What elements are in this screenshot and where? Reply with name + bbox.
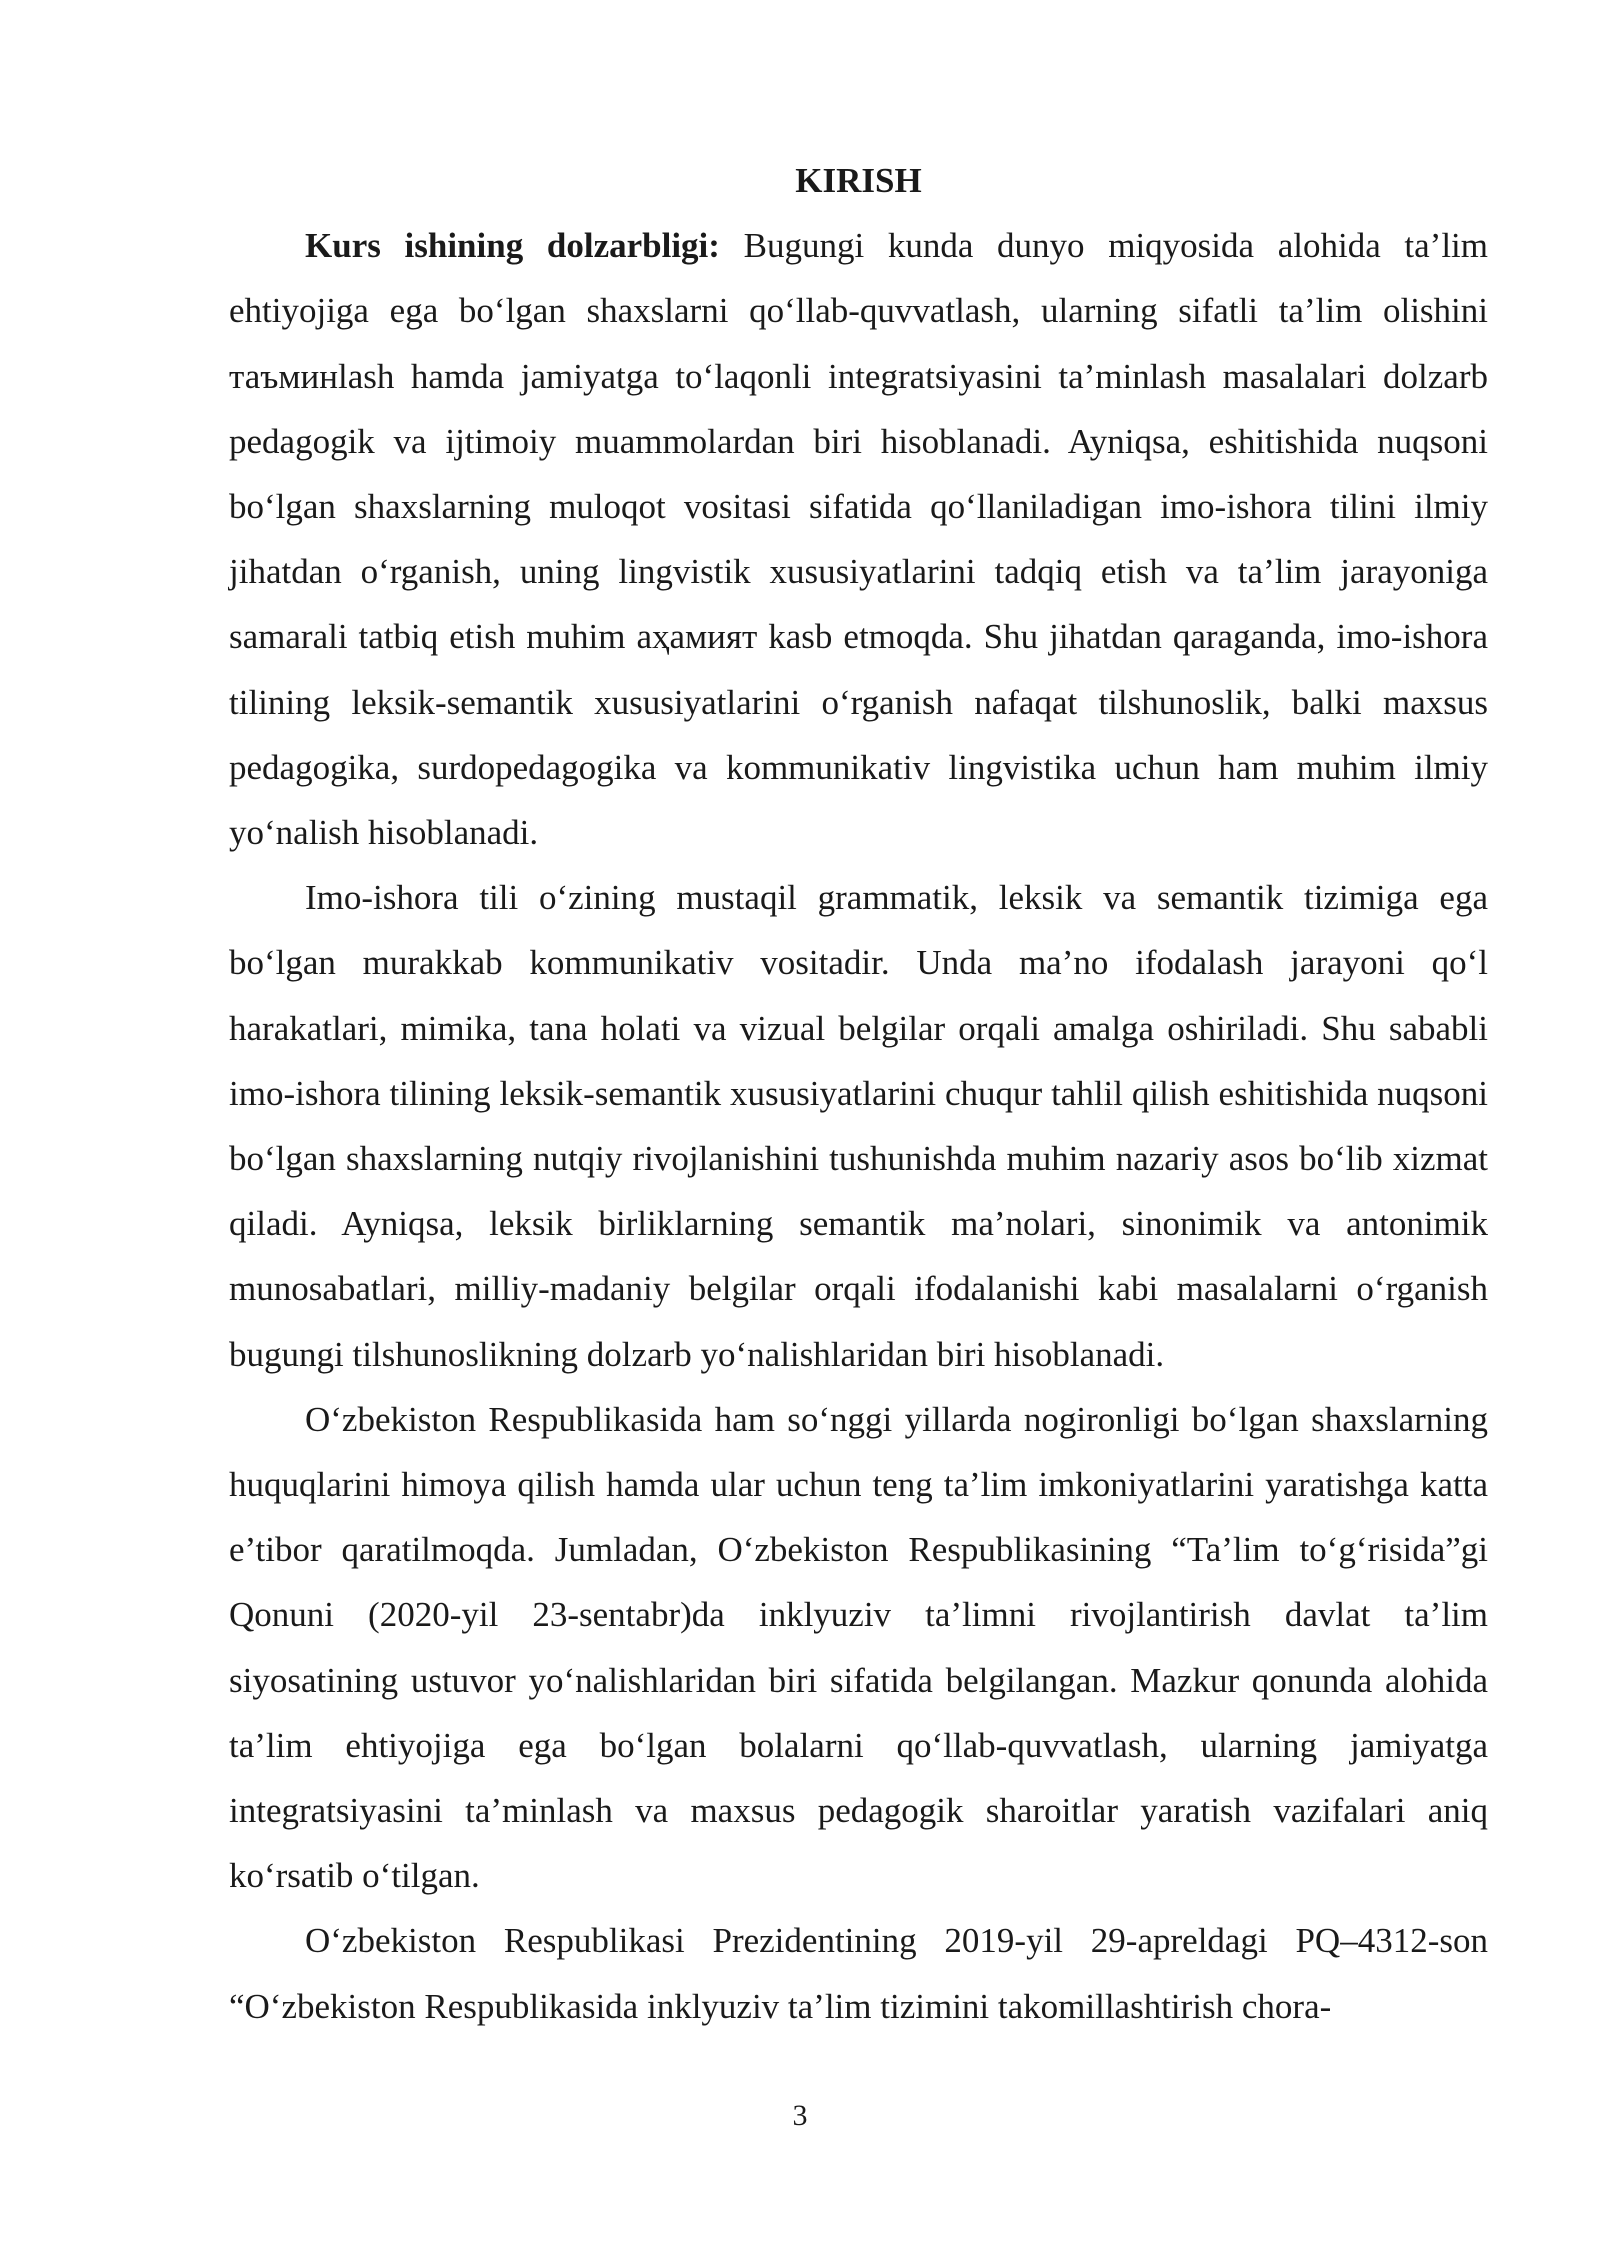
paragraph-uzbekistan-law: O‘zbekiston Respublikasida ham so‘nggi yillarda nogironligi bo‘lgan shaxslarning huquqlarini himoya qilish hamda ular uchun teng ta’lim imkoniyatlarini yaratishga katta e’tibor qaratilmoqda. Jumladan, O‘zbekiston Respublikasining “Ta’lim to‘g‘risida”gi Qonuni (2020-yil 23-sentabr)da inklyuziv ta’limni rivojlantirish davlat ta’lim siyosatining ustuvor yo‘nalishlaridan biri sifatida belgilangan. Mazkur qonunda alohida ta’lim ehtiyojiga ega bo‘lgan bolalarni qo‘llab-quvvatlash, ularning jamiyatga integratsiyasini ta’minlash va maxsus pedagogik sharoitlar yaratish vazifalari aniq ko‘rsatib o‘tilgan.: [229, 1399, 1488, 1896]
paragraph-relevance: [229, 213, 1488, 865]
paragraph-text: Bugungi kunda dunyo miqyosida alohida ta’lim ehtiyojiga ega bo‘lgan shaxslarni qo‘llab-quvvatlash, ularning sifatli ta’lim olishini таъминlash hamda jamiyatga to‘laqonli integratsiyasini ta’minlash masalalari dolzarb pedagogik va ijtimoiy muammolardan biri hisoblanadi. Ayniqsa, eshitishida nuqsoni bo‘lgan shaxslarning muloqot vositasi sifatida qo‘llaniladigan imo-ishora tilini ilmiy jihatdan o‘rganish, uning lingvistik xususiyatlarini tadqiq etish va ta’lim jarayoniga samarali tatbiq etish muhim аҳамият kasb etmoqda. Shu jihatdan qaraganda, imo-ishora tilining leksik-semantik xususiyatlarini o‘rganish nafaqat tilshunoslik, balki maxsus pedagogika, surdopedagogika va kommunikativ lingvistika uchun ham muhim ilmiy yo‘nalish hisoblanadi.: [229, 226, 1488, 853]
page-number: 3: [792, 2099, 808, 2132]
page-body: [229, 148, 1488, 2039]
paragraph-presidential-decree: O‘zbekiston Respublikasi Prezidentining 2019-yil 29-apreldagi PQ–4312-son “O‘zbekiston Respublikasida inklyuziv ta’lim tizimini takomillashtirish chora-: [229, 1921, 1488, 2026]
paragraph-sign-language: Imo-ishora tili o‘zining mustaqil grammatik, leksik va semantik tizimiga ega bo‘lgan murakkab kommunikativ vositadir. Unda ma’no ifodalash jarayoni qo‘l harakatlari, mimika, tana holati va vizual belgilar orqali amalga oshiriladi. Shu sababli imo-ishora tilining leksik-semantik xususiyatlarini chuqur tahlil qilish eshitishida nuqsoni bo‘lgan shaxslarning nutqiy rivojlanishini tushunishda muhim nazariy asos bo‘lib xizmat qiladi. Ayniqsa, leksik birliklarning semantik ma’nolari, sinonimik va antonimik munosabatlari, milliy-madaniy belgilar orqali ifodalanishi kabi masalalarni o‘rganish bugungi tilshunoslikning dolzarb yo‘nalishlaridan biri hisoblanadi.: [229, 878, 1488, 1374]
paragraph-lead: Kurs ishining dolzarbligi:: [305, 226, 720, 266]
section-heading: KIRISH: [795, 161, 922, 200]
